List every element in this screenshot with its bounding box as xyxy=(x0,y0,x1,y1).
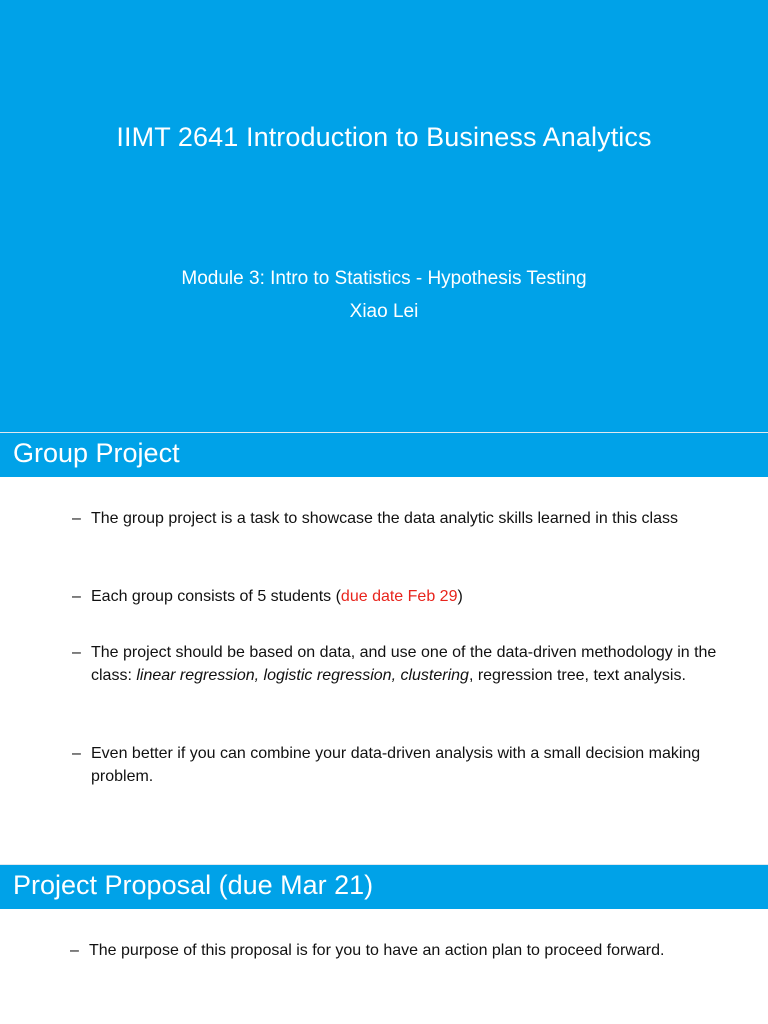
author-name: Xiao Lei xyxy=(349,301,419,322)
slide-header-bar xyxy=(0,433,768,477)
slide-title: Project Proposal (due Mar 21) xyxy=(13,870,374,900)
module-subtitle: Module 3: Intro to Statistics - Hypothesis Testing xyxy=(181,268,587,289)
bullet-dash: – xyxy=(72,510,81,527)
bullet-text: The group project is a task to showcase the data analytic skills learned in this class xyxy=(91,510,678,527)
bullet-text: The purpose of this proposal is for you to have an action plan to proceed forward. xyxy=(89,942,665,959)
bullet-item xyxy=(72,507,722,530)
slide-title: Group Project xyxy=(13,438,180,468)
course-title: IIMT 2641 Introduction to Business Analytics xyxy=(116,122,652,152)
bullet-item xyxy=(72,641,722,687)
bullet-dash: – xyxy=(72,588,81,605)
bullet-text-part: The project should be based on data, and use one of the data-driven methodology in the class: xyxy=(91,644,717,684)
bullet-dash: – xyxy=(72,644,81,661)
bullet-item xyxy=(72,742,722,788)
bullet-text-part: ) xyxy=(457,588,463,605)
bullet-item xyxy=(70,939,720,962)
bullet-dash: – xyxy=(70,942,79,959)
slide-header-bar xyxy=(0,865,768,909)
bullet-dash: – xyxy=(72,745,81,762)
due-date-highlight: due date Feb 29 xyxy=(340,588,458,605)
bullet-item xyxy=(72,585,722,608)
bullet-text-part: Each group consists of 5 students ( xyxy=(91,588,341,605)
bullet-text xyxy=(91,641,722,687)
bullet-text-part: , regression tree, text analysis. xyxy=(468,667,686,684)
methods-italic: linear regression, logistic regression, clustering xyxy=(136,667,469,684)
title-slide xyxy=(0,0,768,432)
bullet-text: Even better if you can combine your data-driven analysis with a small decision making problem. xyxy=(91,745,701,785)
bullet-text xyxy=(91,585,722,608)
